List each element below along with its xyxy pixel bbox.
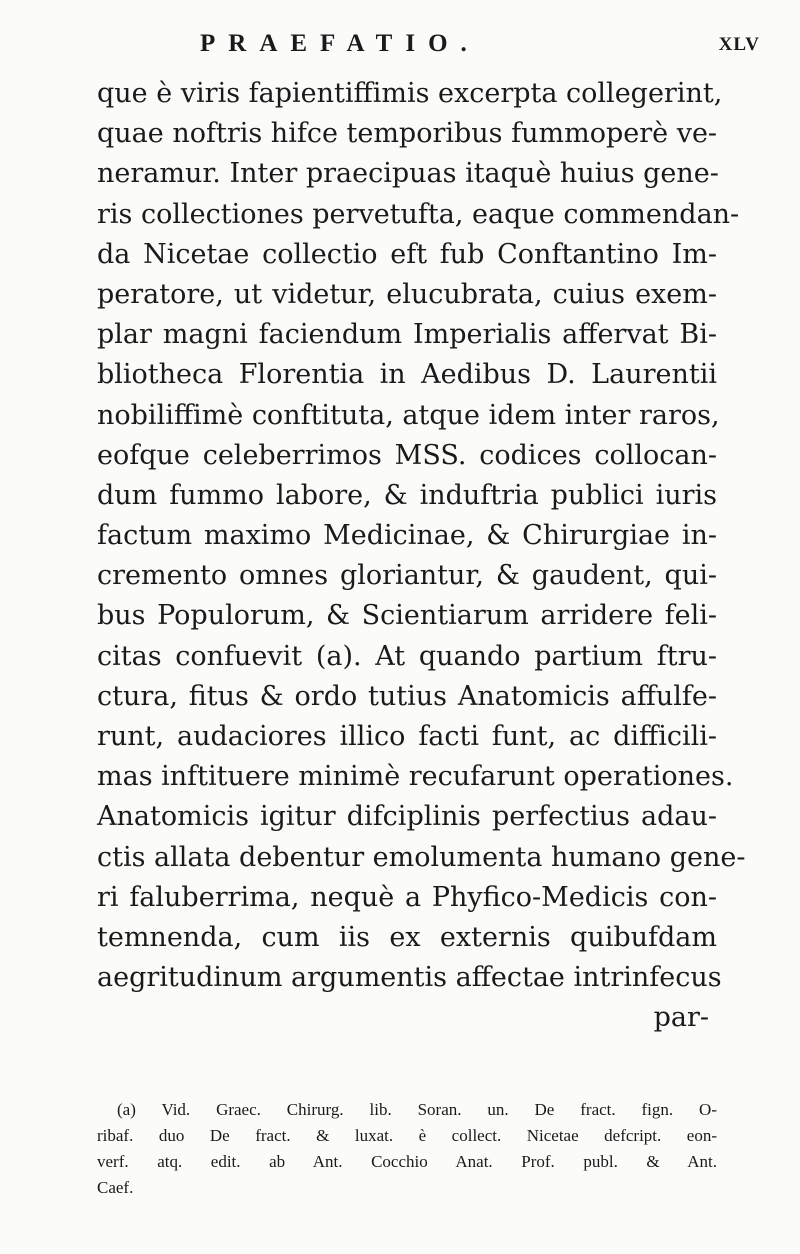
page-number: XLV bbox=[718, 34, 760, 55]
text-line: runt, audaciores illico facti funt, ac difficili- bbox=[97, 721, 717, 752]
text-line: que è viris fapientiffimis excerpta collegerint, bbox=[97, 78, 723, 109]
text-line: ctis allata debentur emolumenta humano gene- bbox=[97, 841, 746, 873]
running-head bbox=[200, 30, 760, 60]
text-line: eofque celeberrimos MSS. codices collocan- bbox=[97, 439, 717, 471]
text-line: plar magni faciendum Imperialis affervat Bi- bbox=[97, 319, 717, 351]
text-line: temnenda, cum iis ex externis quibufdam bbox=[97, 921, 717, 953]
text-line: ris collectiones pervetufta, eaque commendan- bbox=[97, 198, 740, 230]
text-line: neramur. Inter praecipuas itaquè huius gene- bbox=[97, 158, 719, 190]
text-line: dum fummo labore, & induftria publici iuris bbox=[97, 479, 717, 511]
text-line: mas inftituere minimè recufarunt operationes. bbox=[97, 761, 734, 793]
text-line: cremento omnes gloriantur, & gaudent, qui- bbox=[97, 560, 717, 592]
text-line: nobiliffimè conftituta, atque idem inter raros, bbox=[97, 399, 720, 431]
footnote-line: Caef. bbox=[97, 1178, 134, 1197]
body-text bbox=[97, 74, 746, 1039]
text-line: factum maximo Medicinae, & Chirurgiae in- bbox=[97, 520, 717, 552]
text-line: quae noftris hifce temporibus fummoperè ve- bbox=[97, 118, 718, 150]
text-line: da Nicetae collectio eft fub Conftantino Im- bbox=[97, 238, 717, 270]
text-line: Anatomicis igitur difciplinis perfectius adau- bbox=[97, 801, 717, 833]
footnote-line: ribaf. duo De fract. & luxat. è collect. Nicetae defcript. eon- bbox=[97, 1126, 717, 1145]
text-line: bus Populorum, & Scientiarum arridere feli- bbox=[97, 600, 717, 632]
text-line: ctura, fitus & ordo tutius Anatomicis affulfe- bbox=[97, 680, 717, 712]
footnote-line: verf. atq. edit. ab Ant. Cocchio Anat. Prof. publ. & Ant. bbox=[97, 1152, 717, 1171]
text-line: ri faluberrima, nequè a Phyfico-Medicis con- bbox=[97, 881, 717, 913]
text-line: peratore, ut videtur, elucubrata, cuius exem- bbox=[97, 278, 717, 310]
footnote bbox=[97, 1097, 717, 1201]
text-line: aegritudinum argumentis affectae intrinfecus bbox=[97, 962, 722, 994]
catchword: par- bbox=[653, 1002, 709, 1034]
text-line: bliotheca Florentia in Aedibus D. Laurentii bbox=[97, 359, 717, 391]
text-line: citas confuevit (a). At quando partium ftru- bbox=[97, 640, 717, 672]
running-title: PRAEFATIO. bbox=[200, 30, 480, 57]
footnote-line: (a) Vid. Graec. Chirurg. lib. Soran. un. De fract. fign. O- bbox=[117, 1100, 717, 1119]
